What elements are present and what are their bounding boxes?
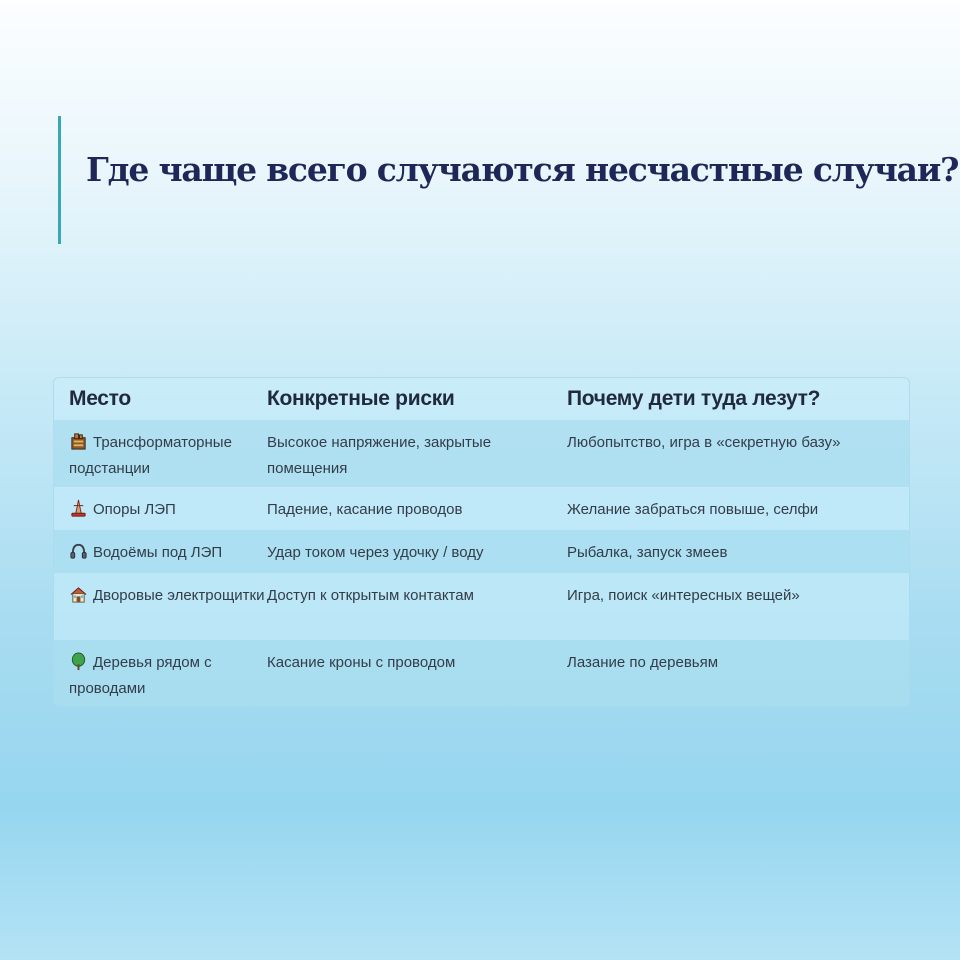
transformer-icon: [69, 432, 88, 451]
title-accent-bar: [58, 116, 61, 244]
place-cell: [54, 420, 267, 487]
place-label: Трансформаторные подстанции: [69, 434, 232, 477]
place-label: Водоёмы под ЛЭП: [93, 544, 223, 561]
table-header-row: [54, 378, 909, 420]
why-cell: Любопытство, игра в «секретную базу»: [567, 434, 841, 451]
place-cell: [54, 640, 267, 706]
table-row: [54, 530, 909, 573]
table-row: [54, 573, 909, 640]
why-cell: Лазание по деревьям: [567, 654, 719, 671]
risks-cell: Падение, касание проводов: [267, 501, 463, 518]
why-cell: Желание забраться повыше, селфи: [567, 501, 819, 518]
place-label: Деревья рядом с проводами: [69, 654, 212, 697]
place-label: Опоры ЛЭП: [93, 501, 176, 518]
header-risks: Конкретные риски: [267, 387, 455, 410]
header-place: Место: [69, 387, 131, 410]
table-row: [54, 487, 909, 530]
table-row: [54, 640, 909, 706]
header-why: Почему дети туда лезут?: [567, 387, 821, 410]
place-cell: [54, 487, 267, 530]
place-label: Дворовые электрощитки: [93, 587, 265, 604]
tree-icon: [69, 652, 88, 671]
risk-table: [53, 377, 910, 707]
risks-cell: Удар током через удочку / воду: [267, 544, 484, 561]
risks-cell: Доступ к открытым контактам: [267, 587, 474, 604]
why-cell: Рыбалка, запуск змеев: [567, 544, 728, 561]
why-cell: Игра, поиск «интересных вещей»: [567, 587, 800, 604]
risks-cell: Высокое напряжение, закрытые помещения: [267, 434, 492, 477]
fishing-icon: [69, 542, 88, 561]
place-cell: [54, 573, 267, 640]
page-title: Где чаще всего случаются несчастные случаи?: [86, 150, 959, 189]
place-cell: [54, 530, 267, 573]
power-tower-icon: [69, 499, 88, 518]
house-icon: [69, 585, 88, 604]
table-row: [54, 420, 909, 487]
risks-cell: Касание кроны с проводом: [267, 654, 456, 671]
